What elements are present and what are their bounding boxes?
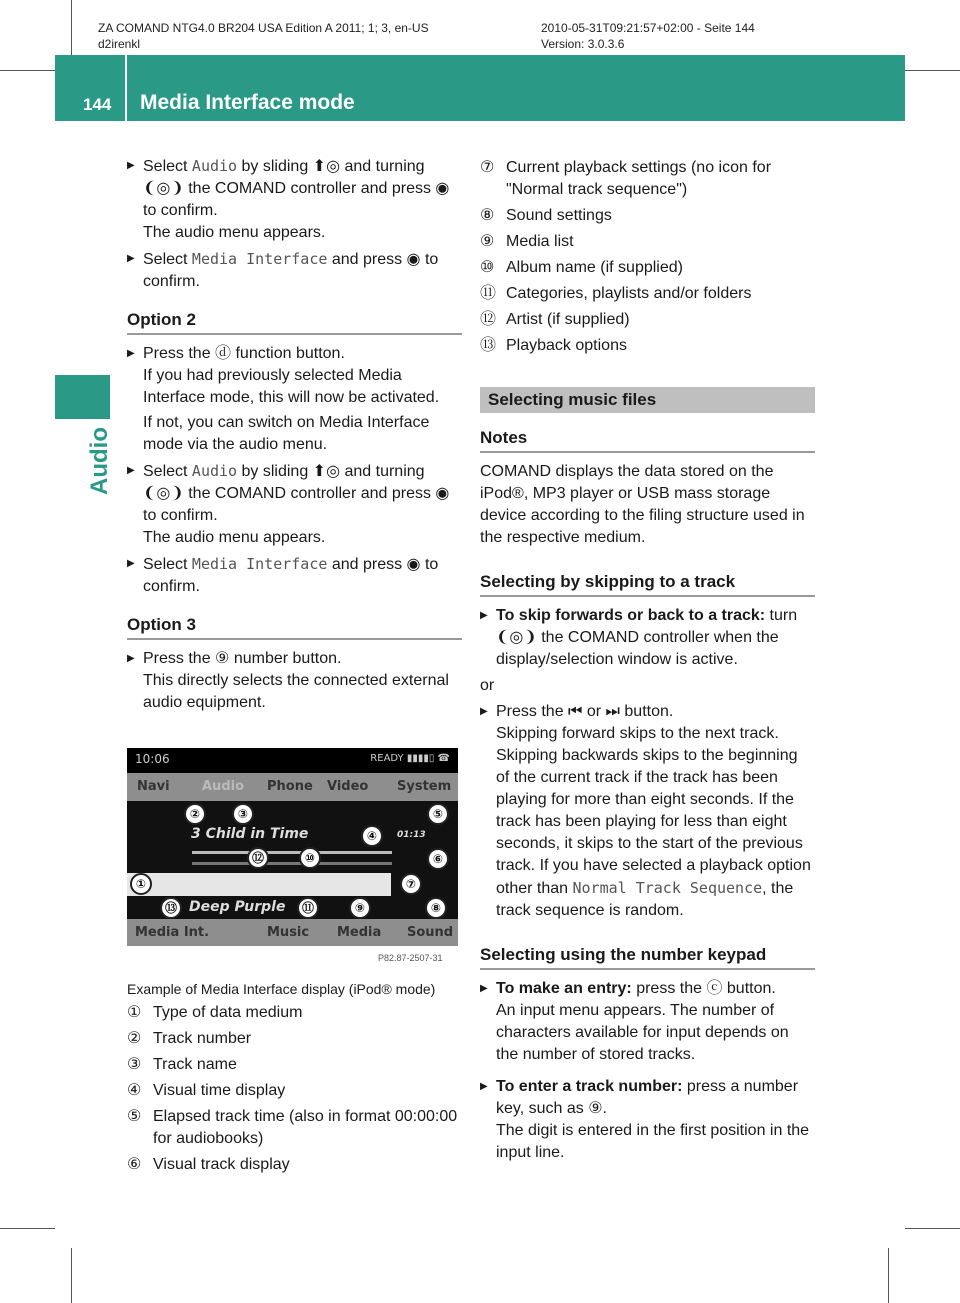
heading-option-2: Option 2 <box>127 309 462 335</box>
legend-text: Track number <box>153 1030 252 1047</box>
track-bar <box>192 862 392 865</box>
section-tab <box>55 375 110 419</box>
legend-text: Elapsed track time (also in format 00:00:00 for audiobooks) <box>153 1108 458 1147</box>
figure-id: P82.87-2507-31 <box>378 953 443 963</box>
comand-display-image <box>127 748 458 946</box>
header-line: Version: 3.0.3.6 <box>541 37 625 51</box>
step: ▶ Select Media Interface and press ◉ to confirm. <box>127 248 462 293</box>
menu-item: Music <box>267 925 310 940</box>
legend-text: Track name <box>153 1056 237 1073</box>
print-header-right <box>541 20 755 52</box>
artist: Deep Purple <box>189 899 286 915</box>
heading-keypad: Selecting using the number keypad <box>480 944 815 970</box>
menu-item: System <box>397 779 452 794</box>
heading-skip: Selecting by skipping to a track <box>480 571 815 597</box>
step: ▶ Select Audio by sliding ⬆◎ and turning ❨◎❩ the COMAND controller and press ◉ to confirm. The audio menu appears. <box>127 155 462 244</box>
step: ▶ To make an entry: press the ⓒ button. An input menu appears. The number of characters available for input depends on the number of stored tracks. <box>480 978 815 1066</box>
legend-text: Categories, playlists and/or folders <box>506 285 752 302</box>
step: ▶ Select Audio by sliding ⬆◎ and turning ❨◎❩ the COMAND controller and press ◉ to confirm. The audio menu appears. <box>127 460 462 549</box>
bottom-menu <box>127 919 458 946</box>
legend-item <box>127 1154 462 1176</box>
crop-mark <box>905 70 960 71</box>
legend-item <box>480 335 815 357</box>
legend-item <box>480 205 815 227</box>
legend-item <box>480 157 815 201</box>
callout: ② <box>184 803 206 825</box>
or-text: or <box>480 677 495 694</box>
right-column <box>480 157 815 1168</box>
legend-text: Artist (if supplied) <box>506 311 630 328</box>
main-menu <box>127 773 458 801</box>
callout: ⑨ <box>349 897 371 919</box>
step: ▶ Press the ⏮ or ⏭ button. Skipping forward skips to the next track. Skipping backwards skips to the beginning of the current track if the track has been playing for more than eight seconds. If the track has been playing for less than eight seconds, it skips to the start of the previous track. If you have selected a playback option other than Normal Track Sequence, the track sequence is random. <box>480 701 815 922</box>
crop-mark <box>905 1228 960 1229</box>
callout-number: ⑤ <box>127 1108 142 1125</box>
section-heading: Selecting music files <box>480 387 815 413</box>
legend-item <box>480 309 815 331</box>
step: ▶ Press the ⑨ number button. This directly selects the connected external audio equipment. <box>127 648 462 714</box>
legend-item <box>127 1106 462 1150</box>
crop-mark <box>71 1248 72 1303</box>
callout-number: ⑬ <box>480 337 497 354</box>
legend-item <box>127 1054 462 1076</box>
callout-number: ③ <box>127 1056 142 1073</box>
clock: 10:06 <box>135 752 170 766</box>
callout-number: ⑪ <box>480 285 497 302</box>
crop-mark <box>71 0 72 55</box>
menu-item: Sound <box>407 925 454 940</box>
crop-mark <box>0 70 55 71</box>
heading-notes: Notes <box>480 427 815 453</box>
figure-caption: Example of Media Interface display (iPod® mode) <box>127 981 436 997</box>
legend-text: Album name (if supplied) <box>506 259 683 276</box>
legend-item <box>480 283 815 305</box>
callout: ⑤ <box>427 803 449 825</box>
crop-mark <box>0 1228 55 1229</box>
time-bar <box>192 851 392 854</box>
elapsed-time: 01:13 <box>397 830 426 840</box>
header-line: 2010-05-31T09:21:57+02:00 - Seite 144 <box>541 21 755 35</box>
callout: ⑧ <box>425 897 447 919</box>
legend-text: Sound settings <box>506 207 612 224</box>
callout-number: ⑧ <box>480 207 495 224</box>
header-line: ZA COMAND NTG4.0 BR204 USA Edition A 2011; 1; 3, en-US <box>98 21 429 35</box>
print-header-left <box>98 20 429 52</box>
step: ▶ To enter a track number: press a number key, such as ⑨. The digit is entered in the first position in the input line. <box>480 1076 815 1164</box>
legend-text: Visual time display <box>153 1082 286 1099</box>
callout: ⑪ <box>297 897 319 919</box>
callout-number: ② <box>127 1030 142 1047</box>
legend-left <box>127 978 462 1180</box>
callout: ⑦ <box>400 873 422 895</box>
callout: ⑫ <box>247 847 269 869</box>
menu-item: Audio <box>202 779 245 794</box>
legend-text: Type of data medium <box>153 1004 303 1021</box>
playback-strip <box>127 873 391 896</box>
page-number: 144 <box>83 95 112 114</box>
callout-number: ⑨ <box>480 233 495 250</box>
legend-item <box>127 1028 462 1050</box>
notes-text: COMAND displays the data stored on the iPod®, MP3 player or USB mass storage device according to the filing structure used in the respective medium. <box>480 463 805 546</box>
legend-item <box>480 257 815 279</box>
callout: ⑬ <box>160 897 182 919</box>
page-title: Media Interface mode <box>140 91 355 114</box>
step: ▶ Press the ⓓ function button. If you had previously selected Media Interface mode, this will now be activated. If not, you can switch on Media Interface mode via the audio menu. <box>127 343 462 456</box>
menu-item: Media <box>337 925 382 940</box>
legend-text: Media list <box>506 233 574 250</box>
legend-item <box>127 1080 462 1102</box>
callout-number: ⑥ <box>127 1156 142 1173</box>
heading-option-3: Option 3 <box>127 614 462 640</box>
menu-item: Media Int. <box>135 925 210 940</box>
status: READY ▮▮▮▮▯ ☎ <box>370 753 450 764</box>
legend-text: Playback options <box>506 337 627 354</box>
step: ▶ To skip forwards or back to a track: turn ❨◎❩ the COMAND controller when the display/selection window is active. <box>480 605 815 671</box>
header-line: d2irenkl <box>98 37 141 51</box>
callout: ④ <box>361 825 383 847</box>
legend-text: Current playback settings (no icon for "Normal track sequence") <box>506 159 772 198</box>
callout: ③ <box>232 803 254 825</box>
menu-item: Navi <box>137 779 170 794</box>
callout: ⑩ <box>299 847 321 869</box>
menu-item: Phone <box>267 779 313 794</box>
menu-item: Video <box>327 779 369 794</box>
callout-number: ⑩ <box>480 259 495 276</box>
left-column <box>127 155 462 718</box>
step: ▶ Select Media Interface and press ◉ to confirm. <box>127 553 462 598</box>
divider <box>125 55 127 121</box>
callout: ① <box>130 873 152 895</box>
track-name: 3 Child in Time <box>191 826 309 842</box>
crop-mark <box>888 1248 889 1303</box>
callout-number: ④ <box>127 1082 142 1099</box>
chapter-band <box>55 55 905 121</box>
legend-item <box>127 1002 462 1024</box>
callout-number: ⑦ <box>480 159 495 176</box>
section-label: Audio <box>86 427 113 495</box>
callout: ⑥ <box>427 848 449 870</box>
legend-item <box>480 231 815 253</box>
callout-number: ① <box>127 1004 142 1021</box>
legend-text: Visual track display <box>153 1156 290 1173</box>
callout-number: ⑫ <box>480 311 497 328</box>
